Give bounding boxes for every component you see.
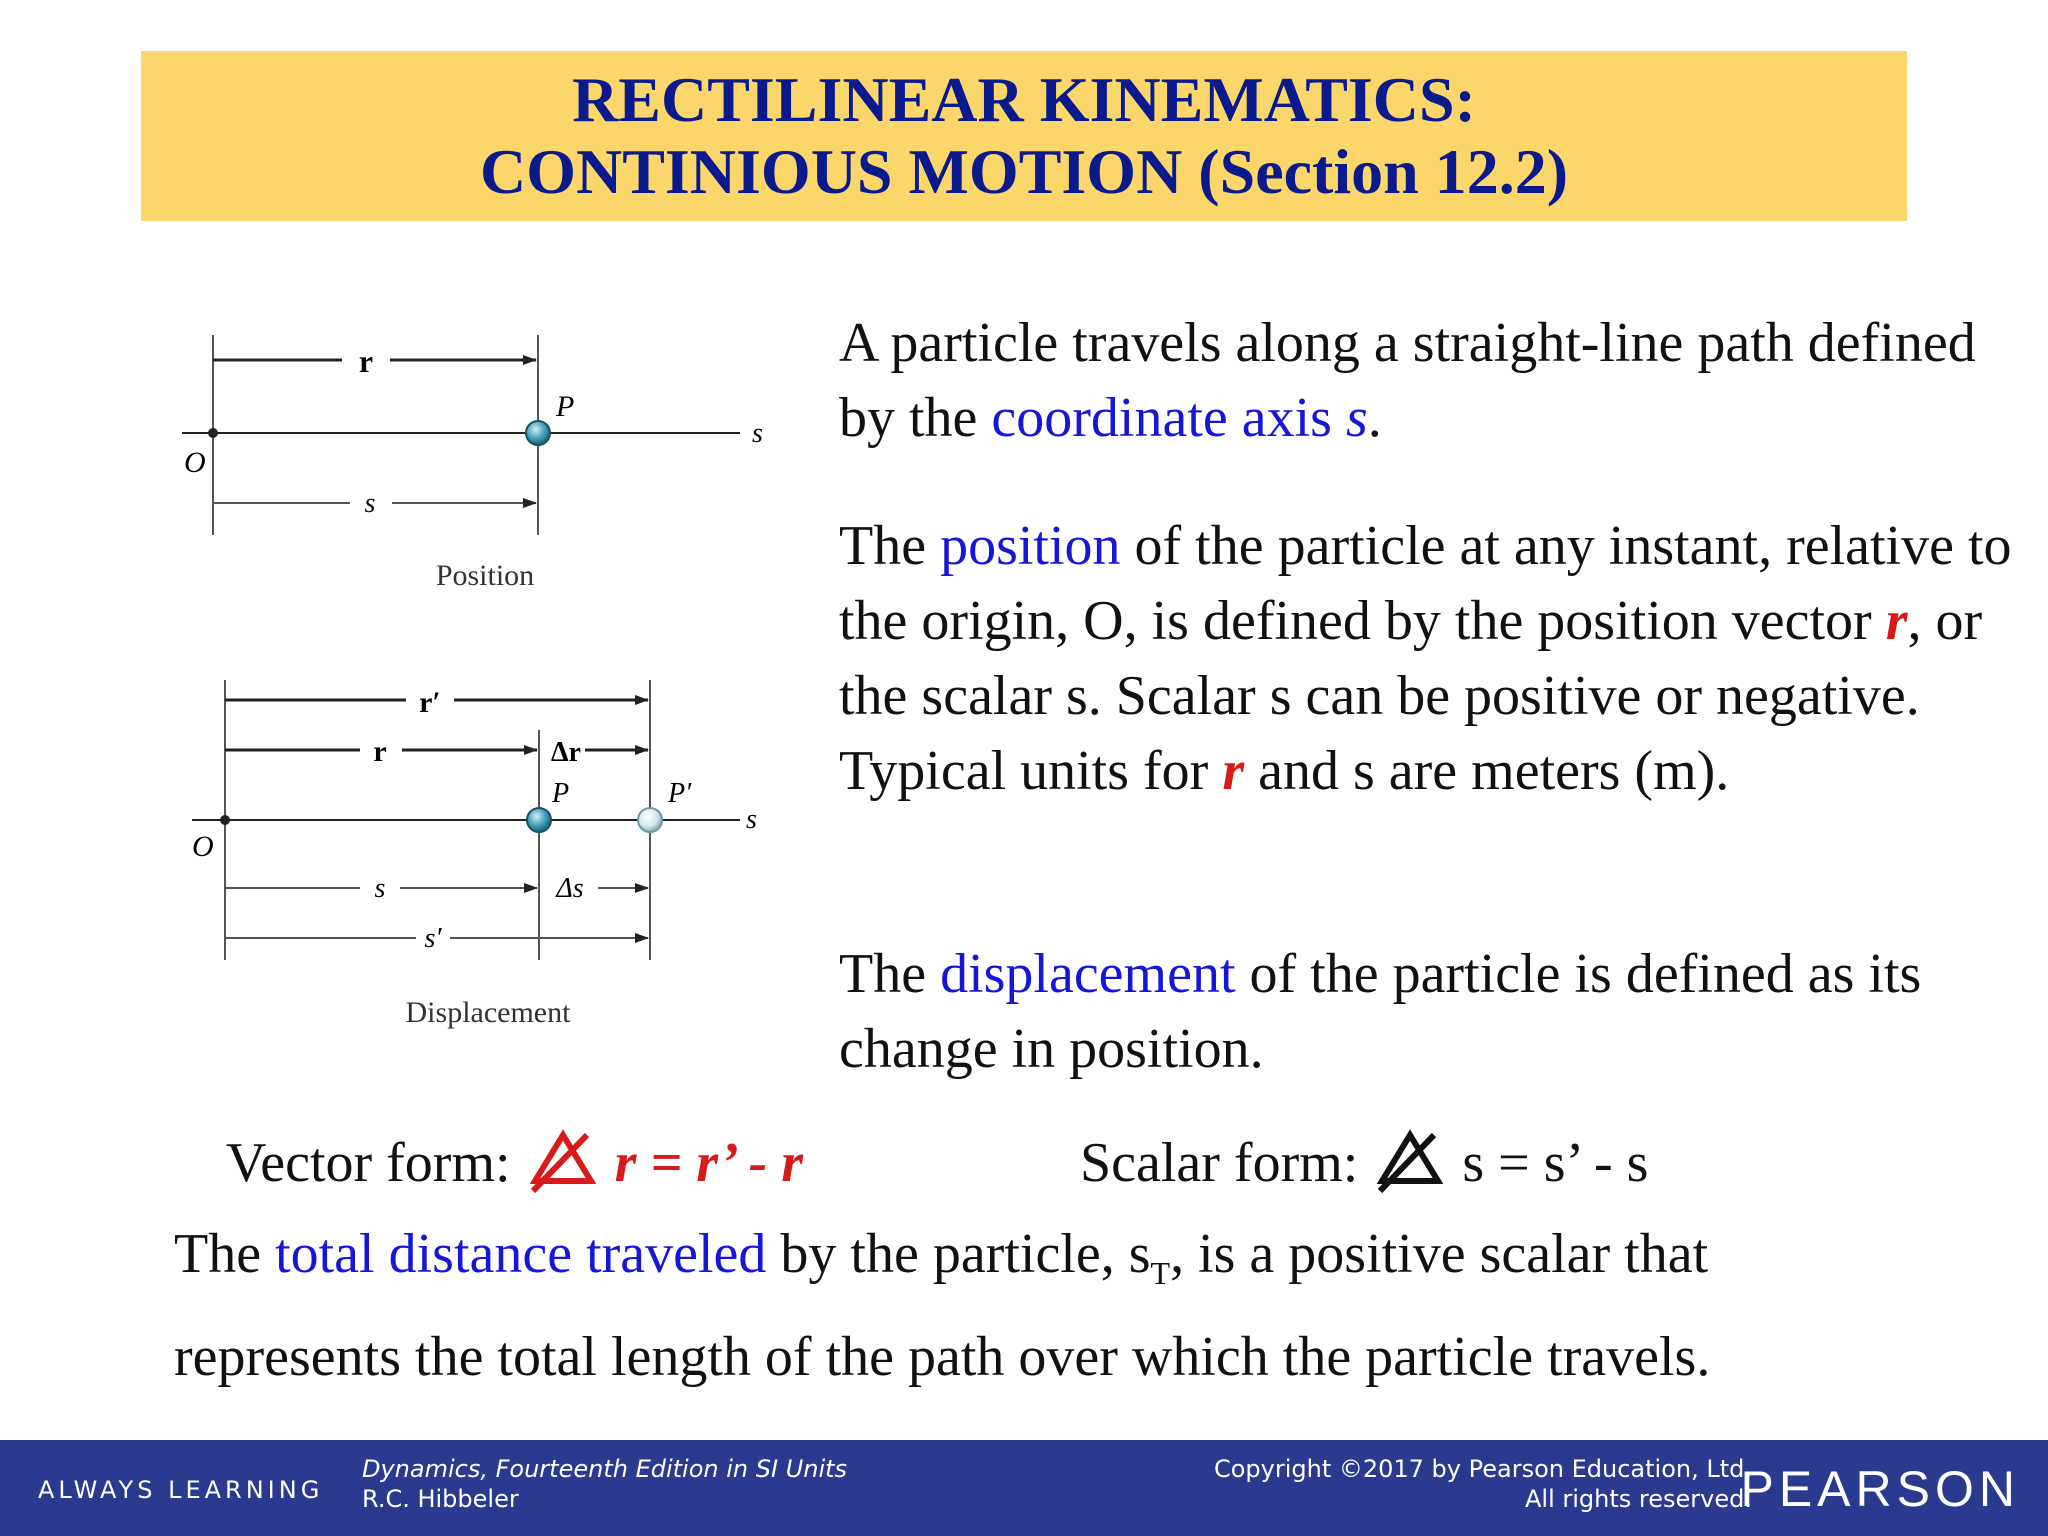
disp-label-pprime: P′ <box>668 778 692 809</box>
total-text-2: by the particle, s <box>766 1223 1151 1285</box>
disp-label-r: r <box>373 735 387 768</box>
p1-text-1: A particle travels along a straight-line path defined by the <box>839 312 1976 449</box>
rights-text: All rights reserved. <box>1525 1485 1752 1513</box>
p3-text-1: The <box>839 943 941 1005</box>
vector-form-expression: r = r’ - r <box>614 1132 804 1194</box>
p1-var-s: s <box>1345 387 1368 449</box>
paragraph-displacement <box>839 937 2019 1087</box>
title-line-1: RECTILINEAR KINEMATICS: <box>572 64 1476 135</box>
total-highlight: total distance traveled <box>275 1223 767 1285</box>
title-banner <box>141 51 1907 221</box>
always-learning-text: ALWAYS LEARNING <box>38 1476 324 1504</box>
delta-glyph-icon <box>525 1127 601 1197</box>
book-author: R.C. Hibbeler <box>362 1485 519 1513</box>
paragraph-coordinate-axis <box>839 306 2019 456</box>
p2-vector-r-1: r <box>1885 590 1908 652</box>
pearson-logo: PEARSON <box>1740 1461 2020 1517</box>
disp-label-o: O <box>192 830 214 863</box>
p1-text-2: . <box>1367 387 1382 449</box>
disp-origin-dot <box>220 815 230 825</box>
title-line-2: CONTINIOUS MOTION (Section 12.2) <box>479 136 1569 207</box>
vector-form-label: Vector form: <box>226 1132 525 1194</box>
particle-p-prime <box>638 808 662 832</box>
disp-label-s-axis: s <box>746 804 757 835</box>
position-diagram <box>170 320 790 600</box>
scalar-form-expression: s = s’ - s <box>1462 1132 1649 1194</box>
displacement-diagram <box>180 670 800 1040</box>
delta-glyph-icon <box>1372 1127 1448 1197</box>
p2-text-1: The <box>839 515 941 577</box>
paragraph-total-distance <box>174 1212 1874 1399</box>
total-text-1: The <box>174 1223 276 1285</box>
disp-label-rprime: r′ <box>419 686 441 719</box>
p2-text-2: of the particle at any instant, relative to the origin, O, is defined by the position vector <box>839 515 2012 652</box>
total-subscript-t: T <box>1150 1255 1171 1291</box>
displacement-figure <box>180 670 800 1040</box>
position-label-s-axis: s <box>752 418 763 449</box>
p3-text-2: of the particle is defined as its change in position. <box>839 943 1922 1080</box>
p1-highlight: coordinate axis <box>991 387 1346 449</box>
position-label-s: s <box>364 488 376 519</box>
position-origin-dot <box>208 428 218 438</box>
copyright-info <box>1214 1454 1752 1514</box>
p2-text-3: , or the scalar s. Scalar s can be positive or negative. Typical units for <box>839 590 1983 802</box>
position-label-o: O <box>184 446 206 479</box>
disp-label-delta-s: Δs <box>556 873 584 904</box>
position-caption: Position <box>435 559 535 592</box>
total-text-3: , is a positive scalar that represents the total length of the path over which the particle travels. <box>174 1223 1711 1388</box>
particle-p <box>526 421 550 445</box>
paragraph-position <box>839 509 2019 809</box>
displacement-caption: Displacement <box>405 996 571 1029</box>
book-info <box>362 1454 847 1514</box>
particle-p <box>527 808 551 832</box>
position-label-r: r <box>358 343 374 379</box>
disp-label-p: P <box>552 778 570 809</box>
book-title: Dynamics, Fourteenth Edition in SI Units <box>362 1455 848 1483</box>
position-label-p: P <box>556 390 575 423</box>
position-figure <box>170 320 790 600</box>
footer-bar <box>0 1440 2048 1536</box>
scalar-form-label: Scalar form: <box>1080 1132 1373 1194</box>
p2-highlight: position <box>940 515 1121 577</box>
disp-label-s: s <box>374 873 386 904</box>
p2-text-4: and s are meters (m). <box>1244 740 1730 802</box>
copyright-text: Copyright ©2017 by Pearson Education, Ltd. <box>1213 1455 1752 1483</box>
disp-label-delta-r: Δr <box>551 737 581 768</box>
disp-label-sprime: s′ <box>424 923 442 954</box>
scalar-form-equation <box>1080 1125 1648 1201</box>
vector-form-equation <box>226 1125 803 1201</box>
p3-highlight: displacement <box>940 943 1236 1005</box>
p2-vector-r-2: r <box>1222 740 1245 802</box>
